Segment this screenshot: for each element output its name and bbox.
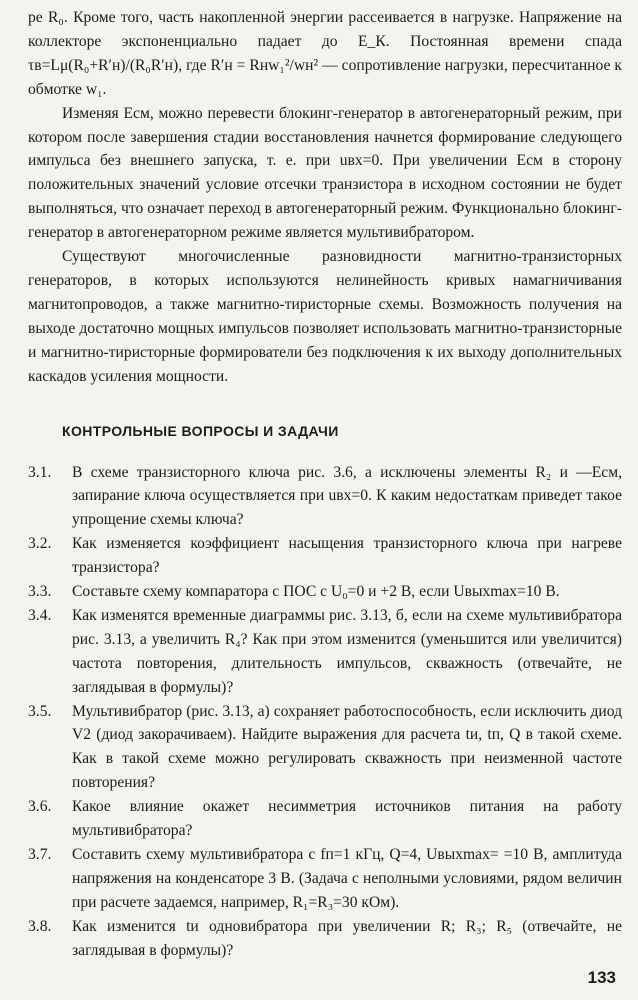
question-number: 3.8. [28,917,52,935]
question-text: Как изменяется коэффициент насыщения транзисторного ключа при нагреве транзистора? [72,535,622,577]
question-item [28,843,622,915]
page-number: 133 [587,968,616,987]
question-number: 3.7. [28,846,52,863]
body-paragraph-1: ре R₀. Кроме того, часть накопленной энергии рассеивается в нагрузке. Напряжение на коллекторе экспоненциально падает до E_К. Постоянная времени спада τв=Lμ(R₀+R′н)/(R₀R′н), где R′н = Rнw₁²/wн² — сопротивление нагрузки, пересчитанное к обмотке w₁. [28,9,622,98]
question-number: 3.1. [28,463,52,481]
question-item [28,461,622,533]
body-paragraph-3: Существуют многочисленные разновидности магнитно-транзисторных генераторов, в которых используются нелинейность кривых намагничивания магнитопроводов, а также магнитно-тиристорные схемы. Возможность получения на выходе достаточно мощных импульсов позволяет использовать магнитно-транзисторные и магнитно-тиристорные формирователи без подключения к их выходу дополнительных каскадов усиления мощности. [28,248,622,385]
question-item [28,580,622,604]
question-item [28,700,622,796]
question-text: Мультивибратор (рис. 3.13, а) сохраняет работоспособность, если исключить диод V2 (диод закорачиваем). Найдите выражения для расчета tи, tп, Q в такой схеме. Как в такой схеме можно регулировать скважность при неизменной частоте повторения? [72,702,622,792]
question-number: 3.4. [28,606,52,624]
question-text: Составить схему мультивибратора с fп=1 кГц, Q=4, Uвыхmax= =10 В, амплитуда напряжения на конденсаторе 3 В. (Задача с неполными условиями, рядом величин при расчете задаемся, например, R₁=R₃=30 кОм). [72,846,622,911]
question-number: 3.3. [28,583,52,601]
question-number: 3.2. [28,535,52,553]
question-number: 3.6. [28,798,52,816]
question-text: Составьте схему компаратора с ПОС с U₀=0 и +2 В, если Uвыхmax=10 В. [72,583,560,601]
question-text: Как изменятся временные диаграммы рис. 3.13, б, если на схеме мультивибратора рис. 3.13, а увеличить R₄? Как при этом изменится (уменьшится или увеличится) частота повторения, длительность импульсов, скважность (отвечайте, не заглядывая в формулы)? [72,606,622,696]
question-item [28,795,622,843]
questions-list [28,461,622,963]
section-heading: КОНТРОЛЬНЫЕ ВОПРОСЫ И ЗАДАЧИ [62,422,339,439]
question-item [28,915,622,963]
question-item [28,604,622,700]
question-text: Какое влияние окажет несимметрия источников питания на работу мультивибратора? [72,798,622,840]
question-number: 3.5. [28,702,52,720]
question-text: Как изменится tи одновибратора при увеличении R; R₃; R₅ (отвечайте, не заглядывая в формулы)? [72,917,622,959]
body-paragraph-2: Изменяя Eсм, можно перевести блокинг-генератор в автогенераторный режим, при котором после завершения стадии восстановления начнется формирование следующего импульса без внешнего запуска, т. е. при uвх=0. При увеличении Eсм в сторону положительных значений условие отсечки транзистора в исходном состоянии не будет выполняться, что означает переход в автогенераторный режим. Функционально блокинг-генератор в автогенераторном режиме является мультивибратором. [28,104,622,242]
question-item [28,532,622,580]
question-text: В схеме транзисторного ключа рис. 3.6, а исключены элементы R₂ и —Eсм, запирание ключа осуществляется при uвх=0. К каким недостаткам приведет такое упрощение схемы ключа? [72,463,622,529]
